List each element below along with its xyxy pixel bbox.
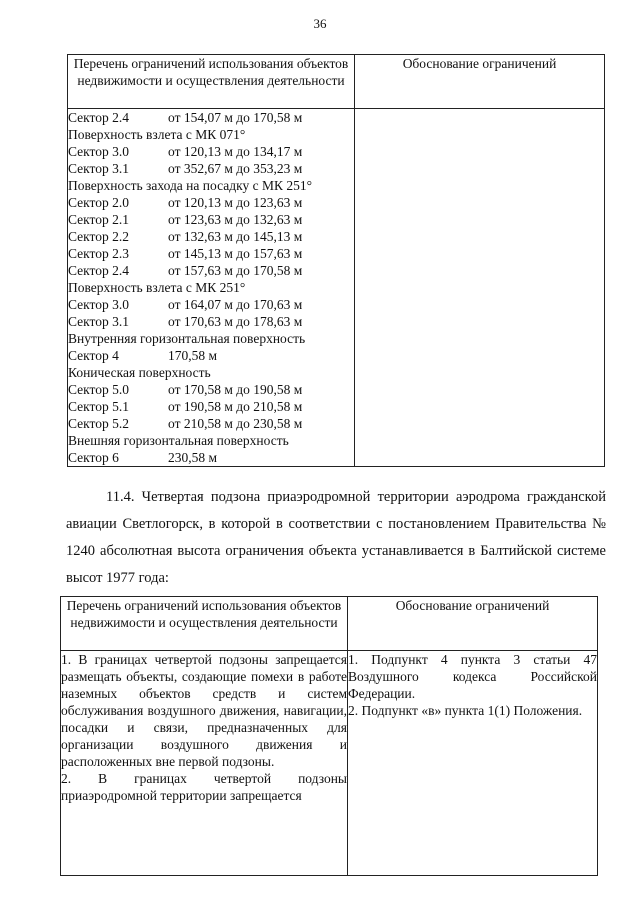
sector-height-range: от 123,63 м до 132,63 м	[168, 212, 303, 227]
sector-label: Сектор 3.1	[68, 161, 130, 176]
table-header-row	[68, 55, 605, 109]
restrictions-table-top	[67, 54, 605, 467]
sector-row	[68, 109, 354, 126]
sector-height-range: от 132,63 м до 145,13 м	[168, 229, 303, 244]
restriction-item-1: 1. В границах четвертой подзоны запрещается размещать объекты, создающие помехи в работе наземных объектов средств и систем обслуживания воздушного движения, навигации, посадки и связи, предназначенных для организации воздушного движения и расположенных вне первой подзоны.	[61, 652, 347, 769]
restrictions-cell	[61, 651, 348, 876]
sector-height-range: от 164,07 м до 170,63 м	[168, 297, 303, 312]
sector-label: Сектор 3.0	[68, 144, 130, 159]
sector-height-range: от 145,13 м до 157,63 м	[168, 246, 303, 261]
sector-height-range: от 352,67 м до 353,23 м	[168, 161, 303, 176]
sector-label: Сектор 4	[68, 348, 119, 363]
sector-height-range: 230,58 м	[168, 450, 218, 465]
table-header-row	[61, 597, 598, 651]
sector-label: Поверхность взлета с МК 071°	[68, 127, 246, 142]
sector-row	[68, 228, 354, 245]
sector-height-range: от 120,13 м до 134,17 м	[168, 144, 303, 159]
sector-label: Коническая поверхность	[68, 365, 211, 380]
sector-label: Поверхность взлета с МК 251°	[68, 280, 246, 295]
sector-label: Сектор 2.4	[68, 263, 130, 278]
sector-label: Сектор 2.1	[68, 212, 130, 227]
table-body-row	[68, 109, 605, 467]
sector-height-range: от 190,58 м до 210,58 м	[168, 399, 303, 414]
sector-row	[68, 177, 354, 194]
sector-label: Сектор 6	[68, 450, 119, 465]
sector-label: Сектор 2.3	[68, 246, 130, 261]
sector-row	[68, 415, 354, 432]
justification-cell	[348, 651, 598, 876]
sector-row	[68, 126, 354, 143]
sector-label: Сектор 3.1	[68, 314, 130, 329]
sector-label: Сектор 5.2	[68, 416, 130, 431]
sector-row	[68, 381, 354, 398]
sector-label: Сектор 3.0	[68, 297, 130, 312]
sector-row	[68, 143, 354, 160]
table-body-row	[61, 651, 598, 876]
sector-label: Сектор 2.4	[68, 110, 130, 125]
header-justification: Обоснование ограничений	[355, 55, 605, 109]
sector-height-range: от 157,63 м до 170,58 м	[168, 263, 303, 278]
sector-height-range: от 154,07 м до 170,58 м	[168, 110, 303, 125]
sector-row	[68, 194, 354, 211]
sector-height-range: 170,58 м	[168, 348, 218, 363]
sector-row	[68, 347, 354, 364]
sector-label: Сектор 5.0	[68, 382, 130, 397]
sector-label: Внешняя горизонтальная поверхность	[68, 433, 289, 448]
sector-row	[68, 160, 354, 177]
sector-row	[68, 432, 354, 449]
sector-row	[68, 279, 354, 296]
sector-height-range: от 170,63 м до 178,63 м	[168, 314, 303, 329]
sector-row	[68, 313, 354, 330]
header-restrictions-list: Перечень ограничений использования объектов недвижимости и осуществления деятельности	[61, 597, 348, 651]
sector-label: Сектор 2.0	[68, 195, 130, 210]
sector-height-range: от 210,58 м до 230,58 м	[168, 416, 303, 431]
sector-row	[68, 330, 354, 347]
sector-label: Сектор 2.2	[68, 229, 130, 244]
sector-label: Поверхность захода на посадку с МК 251°	[68, 178, 312, 193]
sector-row	[68, 398, 354, 415]
sector-height-range: от 170,58 м до 190,58 м	[168, 382, 303, 397]
sector-label: Сектор 5.1	[68, 399, 130, 414]
sector-row	[68, 449, 354, 466]
header-restrictions-list: Перечень ограничений использования объектов недвижимости и осуществления деятельности	[68, 55, 355, 109]
justification-item-1: 1. Подпункт 4 пункта 3 статьи 47 Воздушного кодекса Российской Федерации.	[348, 652, 597, 701]
restrictions-table-bottom	[60, 596, 598, 876]
paragraph-text: 11.4. Четвертая подзона приаэродромной территории аэродрома гражданской авиации Светлогорск, в которой в соответствии с постановлением Правительства № 1240 абсолютная высота ограничения объекта устанавливается в Балтийской системе высот 1977 года:	[66, 489, 606, 586]
justification-item-2: 2. Подпункт «в» пункта 1(1) Положения.	[348, 703, 583, 718]
sector-height-range: от 120,13 м до 123,63 м	[168, 195, 303, 210]
page-number: 36	[313, 16, 327, 31]
sector-row	[68, 262, 354, 279]
header-justification: Обоснование ограничений	[348, 597, 598, 651]
sector-label: Внутренняя горизонтальная поверхность	[68, 331, 306, 346]
justification-cell-empty	[355, 109, 605, 467]
restriction-item-2: 2. В границах четвертой подзоны приаэродромной территории запрещается	[61, 771, 347, 803]
sector-list-cell	[68, 109, 355, 467]
sector-row	[68, 296, 354, 313]
sector-row	[68, 211, 354, 228]
sector-row	[68, 245, 354, 262]
sector-row	[68, 364, 354, 381]
section-11-4-paragraph	[66, 484, 606, 592]
